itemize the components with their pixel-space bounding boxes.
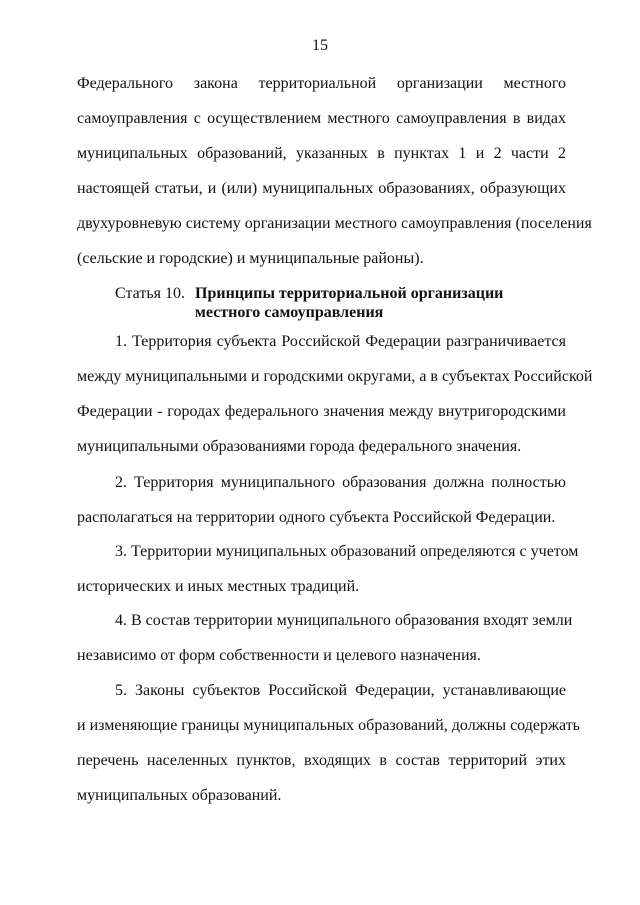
paragraph-4: [77, 603, 573, 673]
text-line: 2. Территория муниципального образования должна полностью: [115, 474, 566, 491]
intro-paragraph: [77, 66, 592, 276]
page-number: 15: [312, 37, 328, 54]
paragraph-1: [77, 324, 593, 464]
text-line: располагаться на территории одного субъекта Российской Федерации.: [77, 509, 556, 526]
text-line: Федерации - городах федерального значения между внутригородскими: [77, 403, 566, 420]
paragraph-5: [77, 673, 580, 813]
text-line: исторических и иных местных традиций.: [77, 578, 360, 595]
text-line: 1. Территория субъекта Российской Федерации разграничивается: [115, 333, 566, 350]
article-heading: [115, 284, 575, 322]
text-line: 3. Территории муниципальных образований определяются с учетом: [115, 543, 579, 560]
text-line: настоящей статьи, и (или) муниципальных образованиях, образующих: [77, 180, 566, 197]
paragraph-2: [77, 465, 566, 535]
text-line: 4. В состав территории муниципального образования входят земли: [115, 612, 573, 629]
paragraph-3: [77, 534, 579, 604]
text-line: Федерального закона территориальной организации местного: [77, 75, 566, 92]
article-label: Статья 10.: [115, 285, 185, 302]
text-line: независимо от форм собственности и целевого назначения.: [77, 647, 481, 664]
text-line: и изменяющие границы муниципальных образований, должны содержать: [77, 717, 580, 734]
text-line: между муниципальными и городскими округами, а в субъектах Российской: [77, 368, 593, 385]
text-line: самоуправления с осуществлением местного самоуправления в видах: [77, 110, 566, 127]
article-title: Принципы территориальной организации местного самоуправления: [195, 285, 504, 321]
text-line: муниципальными образованиями города федерального значения.: [77, 438, 522, 455]
text-line: муниципальных образований.: [77, 787, 282, 804]
text-line: перечень населенных пунктов, входящих в состав территорий этих: [77, 752, 566, 769]
text-line: (сельские и городские) и муниципальные районы).: [77, 250, 424, 267]
text-line: 5. Законы субъектов Российской Федерации, устанавливающие: [115, 682, 566, 699]
text-line: двухуровневую систему организации местного самоуправления (поселения: [77, 215, 592, 232]
text-line: муниципальных образований, указанных в пунктах 1 и 2 части 2: [77, 145, 566, 162]
